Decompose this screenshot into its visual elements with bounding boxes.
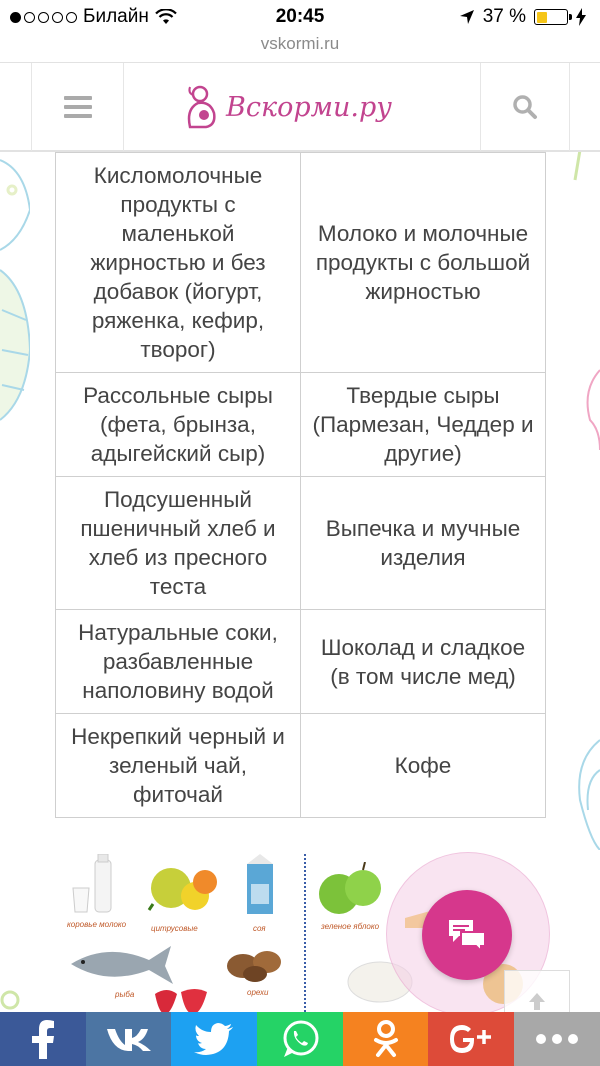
status-bar (0, 0, 600, 34)
status-time: 20:45 (275, 6, 325, 27)
twitter-icon (194, 1023, 234, 1055)
share-vk-button[interactable] (86, 1012, 172, 1066)
url-bar[interactable] (0, 34, 600, 62)
table-cell-allowed: Натуральные соки, разбавленные наполовину водой (56, 610, 301, 714)
milk-bottle-icon (71, 854, 115, 914)
banner-label: коровье молоко (67, 920, 127, 929)
banner-label: цитрусовые (151, 924, 198, 933)
strawberries-icon (151, 986, 215, 1012)
table-cell-allowed: Кисломолочные продукты с маленькой жирностью и без добавок (йогурт, ряженка, кефир, творог) (56, 153, 301, 373)
left-bottom-doodle (0, 960, 30, 1010)
logo-text: Вскорми.ру (226, 91, 392, 123)
table-cell-allowed: Рассольные сыры (фета, брынза, адыгейский сыр) (56, 373, 301, 477)
table-row (56, 373, 546, 477)
google-plus-icon (448, 1022, 494, 1056)
fish-icon (67, 940, 177, 988)
table-cell-allowed: Подсушенный пшеничный хлеб и хлеб из пресного теста (56, 477, 301, 610)
green-apple-icon (317, 862, 387, 918)
battery-percent: 37 % (482, 6, 526, 27)
hamburger-icon (64, 96, 92, 100)
more-dots-icon (535, 1033, 579, 1045)
search-button[interactable] (480, 63, 570, 151)
left-doodle-decoration (0, 150, 30, 470)
search-icon (512, 94, 538, 120)
banner-label: зеленое яблоко (321, 922, 380, 931)
site-header (0, 62, 600, 152)
mother-baby-logo-icon (184, 85, 220, 129)
food-comparison-table (55, 152, 546, 818)
share-google-plus-button[interactable] (428, 1012, 514, 1066)
banner-label: рыба (115, 990, 135, 999)
table-cell-forbidden: Выпечка и мучные изделия (301, 477, 546, 610)
site-logo[interactable] (184, 85, 392, 129)
chat-bubbles-icon (447, 918, 487, 952)
share-facebook-button[interactable] (0, 1012, 86, 1066)
battery-icon (534, 9, 568, 25)
share-twitter-button[interactable] (171, 1012, 257, 1066)
share-more-button[interactable] (514, 1012, 600, 1066)
odnoklassniki-icon (371, 1019, 401, 1059)
soy-milk-box-icon (245, 854, 275, 918)
table-cell-forbidden: Твердые сыры (Пармезан, Чеддер и другие) (301, 373, 546, 477)
whatsapp-icon (280, 1019, 320, 1059)
arrow-up-icon (527, 991, 547, 1011)
table-cell-forbidden: Молоко и молочные продукты с большой жирностью (301, 153, 546, 373)
share-odnoklassniki-button[interactable] (343, 1012, 429, 1066)
share-whatsapp-button[interactable] (257, 1012, 343, 1066)
banner-label: орехи (247, 988, 269, 997)
nuts-icon (223, 944, 287, 984)
table-cell-forbidden: Кофе (301, 714, 546, 818)
location-arrow-icon (459, 9, 475, 25)
status-right (459, 6, 586, 28)
right-doodle-decoration (570, 150, 600, 850)
table-cell-allowed: Некрепкий черный и зеленый чай, фиточай (56, 714, 301, 818)
chat-button[interactable] (422, 890, 512, 980)
table-row (56, 714, 546, 818)
table-row (56, 610, 546, 714)
carrier-name: Билайн (83, 6, 149, 27)
social-share-bar (0, 1012, 600, 1066)
banner-label: соя (253, 924, 266, 933)
table-row (56, 477, 546, 610)
vk-icon (105, 1025, 153, 1053)
charging-icon (576, 8, 586, 26)
facebook-icon (30, 1019, 56, 1059)
table-cell-forbidden: Шоколад и сладкое (в том числе мед) (301, 610, 546, 714)
url-text: vskormi.ru (260, 34, 340, 53)
table-row (56, 153, 546, 373)
banner-divider (304, 854, 306, 1012)
citrus-fruits-icon (147, 860, 219, 924)
menu-button[interactable] (31, 63, 124, 151)
